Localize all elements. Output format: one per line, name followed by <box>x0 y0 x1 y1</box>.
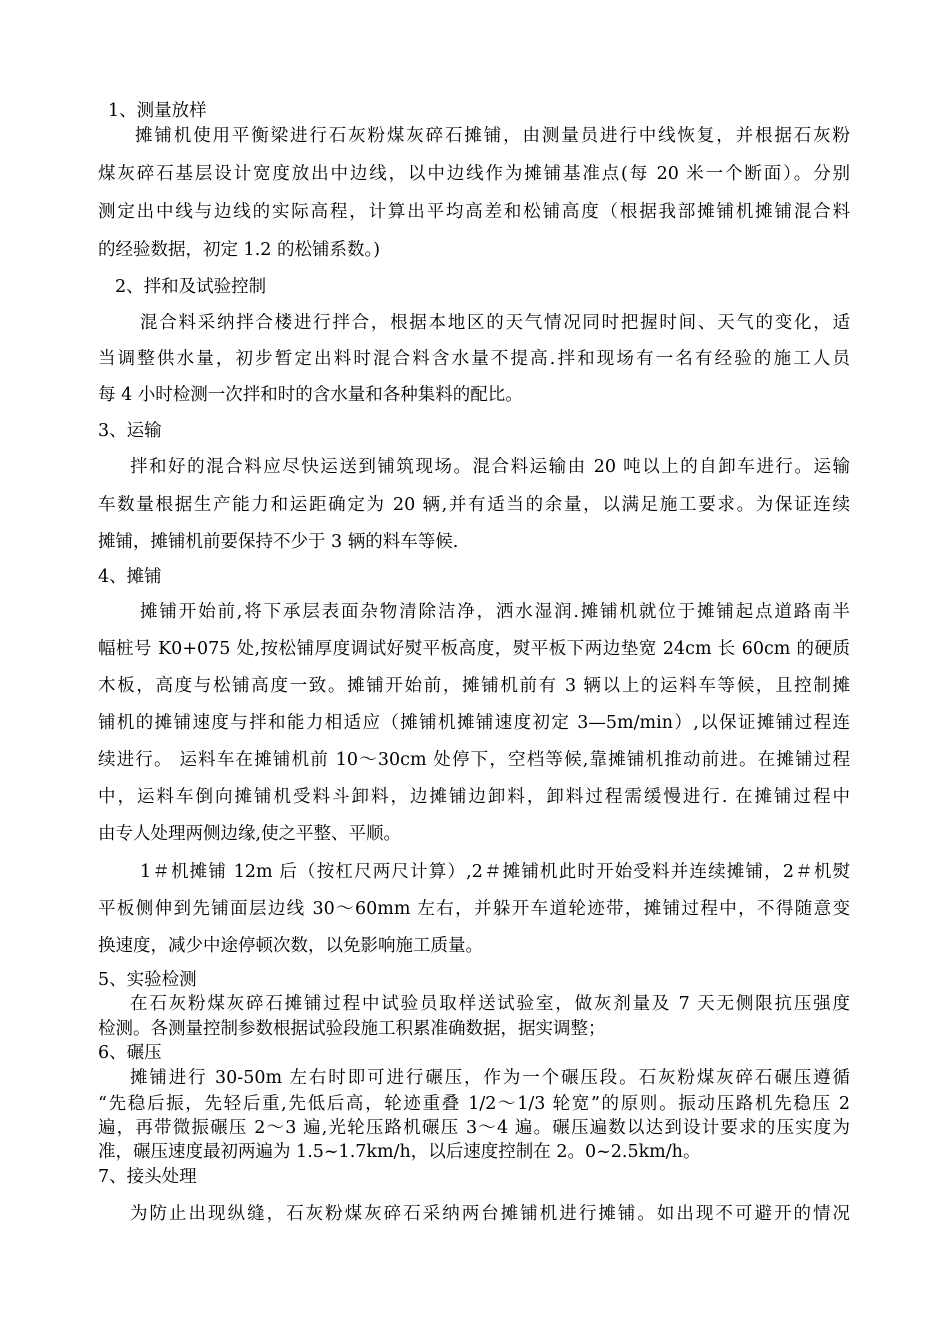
text-line: 幅桩号 K0+075 处,按松铺厚度调试好熨平板高度，熨平板下两边垫宽 24cm 长 60cm 的硬质 <box>98 639 850 659</box>
text-line: 由专人处理两侧边缘,使之平整、平顺。 <box>98 824 402 844</box>
text-line: 测定出中线与边线的实际高程，计算出平均高差和松铺高度（根据我部摊铺机摊铺混合料 <box>98 202 850 222</box>
text-line: 准，碾压速度最初两遍为 1.5~1.7km/h，以后速度控制在 2。0~2.5km/h。 <box>98 1142 701 1162</box>
text-line: 中，运料车倒向摊铺机受料斗卸料，边摊铺边卸料，卸料过程需缓慢进行. 在摊铺过程中 <box>98 787 850 807</box>
text-line: 混合料采纳拌合楼进行拌合，根据本地区的天气情况同时把握时间、天气的变化，适 <box>140 313 850 333</box>
text-line: 车数量根据生产能力和运距确定为 20 辆,并有适当的余量，以满足施工要求。为保证连续 <box>98 495 850 515</box>
text-line: 续进行。 运料车在摊铺机前 10～30cm 处停下，空档等候,靠摊铺机推动前进。在摊铺过程 <box>98 750 850 770</box>
text-line: 摊铺开始前,将下承层表面杂物清除洁净，洒水湿润.摊铺机就位于摊铺起点道路南半 <box>140 602 850 622</box>
text-line: 拌和好的混合料应尽快运送到铺筑现场。混合料运输由 20 吨以上的自卸车进行。运输 <box>130 457 850 477</box>
section-heading-3: 3、运输 <box>98 421 162 441</box>
text-line: 铺机的摊铺速度与拌和能力相适应（摊铺机摊铺速度初定 3—5m/min）,以保证摊铺过程连 <box>98 713 850 733</box>
text-line: 遍，再带微振碾压 2～3 遍,光轮压路机碾压 3～4 遍。碾压遍数以达到设计要求的压实度为 <box>98 1118 850 1138</box>
section-heading-7: 7、接头处理 <box>98 1167 197 1187</box>
section-heading-1: 1、测量放样 <box>108 101 207 121</box>
text-line: 1＃机摊铺 12m 后（按杠尺两尺计算）,2＃摊铺机此时开始受料并连续摊铺，2＃机熨 <box>140 862 850 882</box>
text-line: 在石灰粉煤灰碎石摊铺过程中试验员取样送试验室，做灰剂量及 7 天无侧限抗压强度 <box>130 994 850 1014</box>
text-line: “先稳后振，先轻后重,先低后高，轮迹重叠 1/2～1/3 轮宽”的原则。振动压路机先稳压 2 <box>98 1094 850 1114</box>
text-line: 为防止出现纵缝，石灰粉煤灰碎石采纳两台摊铺机进行摊铺。如出现不可避开的情况 <box>130 1204 850 1224</box>
text-line: 的经验数据，初定 1.2 的松铺系数。) <box>98 240 381 260</box>
text-line: 检测。各测量控制参数根据试验段施工积累准确数据，据实调整； <box>98 1019 606 1039</box>
text-line: 煤灰碎石基层设计宽度放出中边线，以中边线作为摊铺基准点(每 20 米一个断面）。分别 <box>98 164 850 184</box>
text-line: 换速度，减少中途停顿次数，以免影响施工质量。 <box>98 936 483 956</box>
text-line: 平板侧伸到先铺面层边线 30～60mm 左右，并躲开车道轮迹带，摊铺过程中，不得随意变 <box>98 899 850 919</box>
text-line: 木板，高度与松铺高度一致。摊铺开始前，摊铺机前有 3 辆以上的运料车等候，且控制摊 <box>98 676 850 696</box>
section-heading-6: 6、碾压 <box>98 1043 162 1063</box>
text-line: 每 4 小时检测一次拌和时的含水量和各种集料的配比。 <box>98 385 523 405</box>
section-heading-4: 4、摊铺 <box>98 567 162 587</box>
text-line: 摊铺进行 30-50m 左右时即可进行碾压，作为一个碾压段。石灰粉煤灰碎石碾压遵循 <box>130 1068 850 1088</box>
text-line: 摊铺，摊铺机前要保持不少于 3 辆的料车等候. <box>98 532 459 552</box>
text-line: 摊铺机使用平衡梁进行石灰粉煤灰碎石摊铺，由测量员进行中线恢复，并根据石灰粉 <box>135 126 850 146</box>
section-heading-5: 5、实验检测 <box>98 970 197 990</box>
section-heading-2: 2、拌和及试验控制 <box>115 277 267 297</box>
text-line: 当调整供水量，初步暂定出料时混合料含水量不提高.拌和现场有一名有经验的施工人员 <box>98 349 850 369</box>
